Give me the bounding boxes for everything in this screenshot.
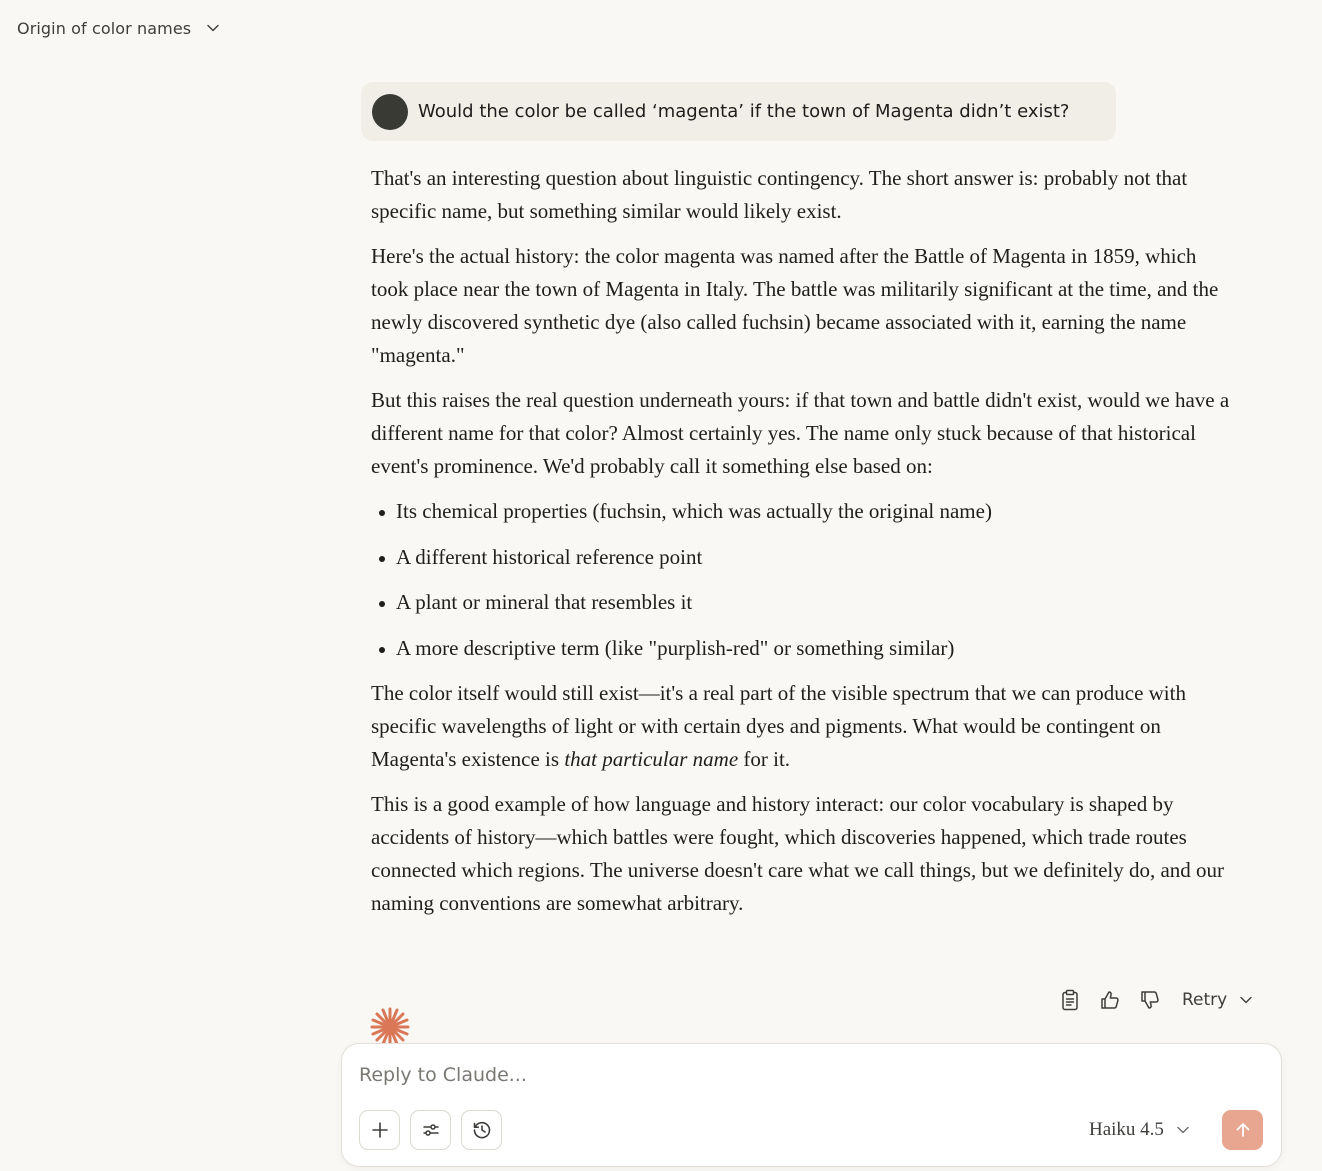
message-actions: [1054, 984, 1253, 1016]
arrow-up-icon: [1234, 1121, 1252, 1139]
chevron-down-icon: [205, 20, 221, 36]
clock-icon: [472, 1120, 492, 1140]
sliders-icon: [422, 1121, 440, 1139]
response-paragraph: But this raises the real question underneath yours: if that town and battle didn't exist, would we have a different name for that color? Almost certainly yes. The name only stuck because of that historical event's prominence. We'd probably call it something else based on:: [371, 388, 1230, 478]
model-selector[interactable]: [1089, 1116, 1190, 1144]
reply-input[interactable]: [359, 1064, 1239, 1086]
avatar: [372, 94, 408, 130]
list-item: A plant or mineral that resembles it: [371, 586, 1231, 619]
history-button[interactable]: [461, 1110, 502, 1150]
tools-button[interactable]: [410, 1110, 451, 1150]
chevron-down-icon: [1239, 993, 1253, 1007]
response-emphasis: that particular name: [564, 747, 739, 771]
retry-button[interactable]: [1182, 990, 1253, 1010]
response-paragraph: That's an interesting question about linguistic contingency. The short answer is: probably not that specific name, but something similar would likely exist.: [371, 166, 1188, 223]
user-message: [361, 82, 1116, 141]
thumbs-up-icon: [1099, 989, 1121, 1011]
response-list: [371, 495, 1231, 665]
response-paragraph: Here's the actual history: the color magenta was named after the Battle of Magenta in 1859, which took place near the town of Magenta in Italy. The battle was militarily significant at the time, and the newly discovered synthetic dye (also called fuchsin) became associated with it, earning the name "magenta.": [371, 244, 1219, 367]
response-paragraph: [371, 677, 1231, 776]
response-paragraph: This is a good example of how language and history interact: our color vocabulary is shaped by accidents of history—which battles were fought, which discoveries happened, which trade routes connected which regions. The universe doesn't care what we call things, but we definitely do, and our naming conventions are somewhat arbitrary.: [371, 792, 1225, 915]
model-label: Haiku 4.5: [1089, 1119, 1164, 1140]
add-button[interactable]: [359, 1110, 400, 1150]
list-item: A more descriptive term (like "purplish-red" or something similar): [371, 632, 1231, 665]
assistant-response: [371, 162, 1231, 932]
user-message-text: Would the color be called ‘magenta’ if the town of Magenta didn’t exist?: [418, 101, 1070, 122]
composer: [341, 1043, 1282, 1167]
copy-icon: [1060, 989, 1080, 1011]
plus-icon: [371, 1121, 389, 1139]
response-text: The color itself would still exist—it's a real part of the visible spectrum that we can produce with specific wavelengths of light or with certain dyes and pigments. What would be contingent on Magenta's existence is: [371, 681, 1186, 771]
chevron-down-icon: [1176, 1123, 1190, 1137]
response-text: for it.: [738, 747, 791, 771]
thumbs-down-button[interactable]: [1134, 984, 1166, 1016]
retry-label: Retry: [1182, 990, 1228, 1010]
copy-button[interactable]: [1054, 984, 1086, 1016]
list-item: A different historical reference point: [371, 541, 1231, 574]
list-item: Its chemical properties (fuchsin, which was actually the original name): [371, 495, 1231, 528]
conversation-title-dropdown[interactable]: [17, 14, 221, 42]
conversation-title: Origin of color names: [17, 18, 192, 38]
send-button[interactable]: [1222, 1110, 1263, 1150]
claude-spark-icon: [369, 1006, 411, 1048]
thumbs-down-icon: [1139, 989, 1161, 1011]
thumbs-up-button[interactable]: [1094, 984, 1126, 1016]
